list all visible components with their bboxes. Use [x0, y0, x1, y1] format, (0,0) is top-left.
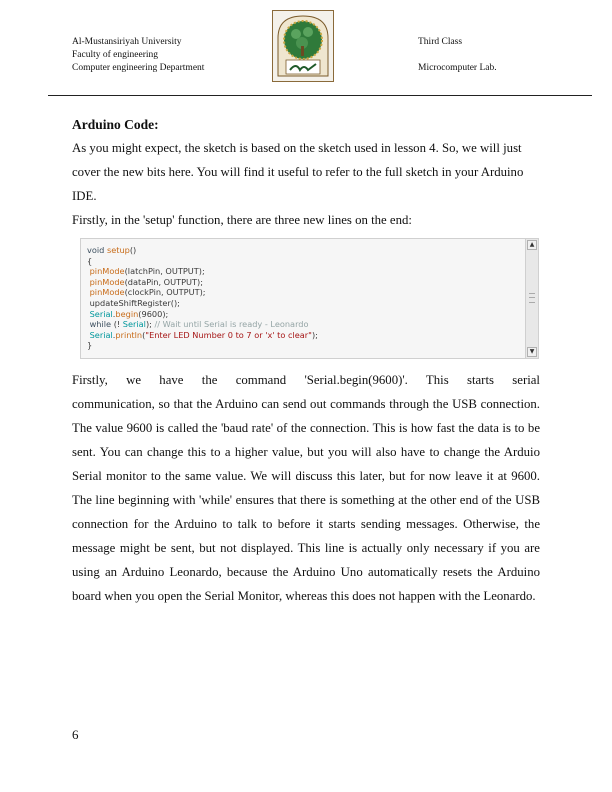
serial-explanation-paragraph: [72, 368, 540, 608]
header-course: [418, 36, 497, 75]
scroll-down-arrow-icon[interactable]: ▼: [527, 347, 537, 357]
intro-paragraph: As you might expect, the sketch is based on the sketch used in lesson 4. So, we will just cover the new bits here. You will find it useful to refer to the full sketch in your Arduino IDE.: [72, 141, 524, 203]
department-name: Computer engineering Department: [72, 63, 205, 73]
scroll-grip-icon[interactable]: [529, 293, 535, 303]
section-heading: Arduino Code:: [72, 117, 159, 132]
header-divider-left: [48, 95, 285, 96]
serial-explanation-rest: communication, so that the Arduino can send out commands through the USB connection. The value 9600 is called the 'baud rate' of the connection. This is how fast the data is to be sent. You can change this to a higher value, but you will also have to change the Arduio Serial monitor to the same value. We will discuss this later, but for now leave it at 9600. The line beginning with 'while' ensures that there is something at the other end of the USB connection for the Arduino to talk to before it starts sending messages. Otherwise, the message might be sent, but not displayed. This line is actually only necessary if you are using an Arduino Leonardo, because the Arduino Uno automatically resets the Arduino board when you open the Serial Monitor, whereas this does not happen with the Leonardo.: [72, 397, 540, 603]
scroll-up-arrow-icon[interactable]: ▲: [527, 240, 537, 250]
faculty-name: Faculty of engineering: [72, 50, 159, 60]
header-institution: [72, 36, 204, 75]
university-name: Al-Mustansiriyah University: [72, 37, 182, 47]
code-snippet: [80, 238, 539, 359]
lab-name: Microcomputer Lab.: [418, 63, 497, 73]
setup-intro-paragraph: Firstly, in the 'setup' function, there are three new lines on the end:: [72, 213, 412, 227]
page-number: 6: [72, 727, 79, 742]
header-divider-right: [285, 95, 592, 96]
code-text: void setup() { pinMode(latchPin, OUTPUT); pinMode(dataPin, OUTPUT); pinMode(clockPin, OUTPUT); updateShiftRegister(); Serial.begin(9600); while (! Serial); // Wait until Serial is ready - Leonardo Serial.println("Enter LED Number 0 to 7 or 'x' to clear"); }: [87, 245, 318, 351]
serial-explanation-first-line: Firstly, we have the command 'Serial.begin(9600)'. This starts serial: [72, 373, 540, 387]
class-level: Third Class: [418, 37, 463, 47]
university-logo: [272, 10, 334, 82]
code-scrollbar[interactable]: [525, 239, 538, 358]
